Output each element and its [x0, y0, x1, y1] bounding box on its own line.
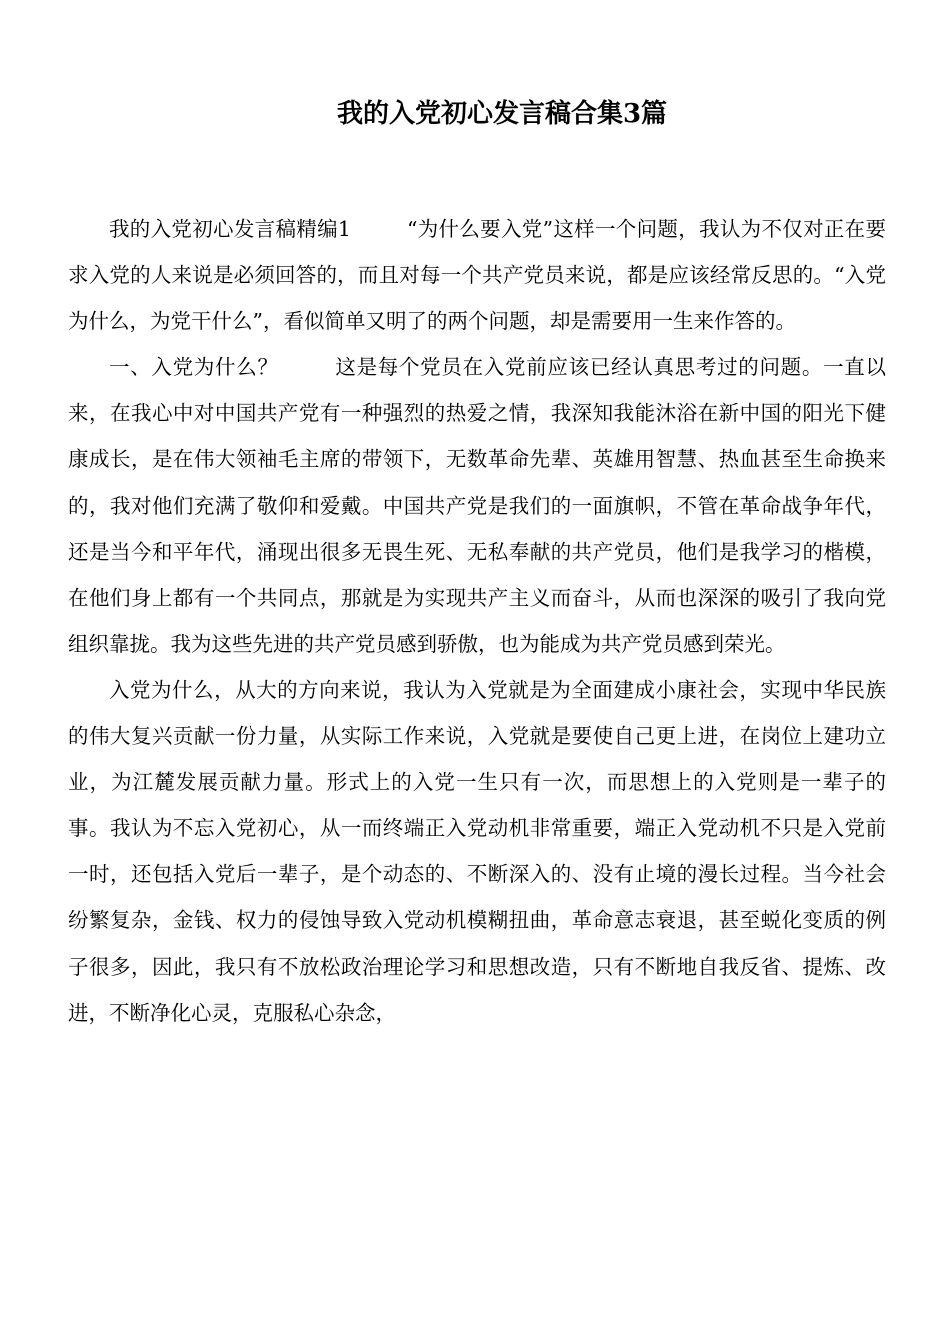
paragraph-3-text: 入党为什么，从大的方向来说，我认为入党就是为全面建成小康社会，实现中华民族的伟大复兴贡献一份力量，从实际工作来说，入党就是要使自己更上进，在岗位上建功立业，为江麓发展贡献力量。形式上的入党一生只有一次，而思想上的入党则是一辈子的事。我认为不忘入党初心，从一而终端正入党动机非常重要，端正入党动机不只是入党前一时，还包括入党后一辈子，是个动态的、不断深入的、没有止境的漫长过程。当今社会纷繁复杂，金钱、权力的侵蚀导致入党动机模糊扭曲，革命意志衰退，甚至蜕化变质的例子很多，因此，我只有不放松政治理论学习和思想改造，只有不断地自我反省、提炼、改进，不断净化心灵，克服私心杂念， — [68, 677, 886, 1025]
paragraph-2-lead: 一、入党为什么？ — [109, 355, 279, 380]
paragraph-2 — [68, 344, 886, 667]
paragraph-1-text: “为什么要入党”这样一个问题，我认为不仅对正在要求入党的人来说是必须回答的，而且对每一个共产党员来说，都是应该经常反思的。“入党为什么，为党干什么”，看似简单又明了的两个问题，却是需要用一生来作答的。 — [68, 217, 886, 334]
document-body — [68, 206, 886, 1036]
document-title: 我的入党初心发言稿合集3篇 — [336, 99, 668, 129]
paragraph-3 — [68, 667, 886, 1036]
paragraph-1 — [68, 206, 886, 344]
paragraph-2-text: 这是每个党员在入党前应该已经认真思考过的问题。一直以来，在我心中对中国共产党有一种强烈的热爱之情，我深知我能沐浴在新中国的阳光下健康成长，是在伟大领袖毛主席的带领下，无数革命先辈、英雄用智慧、热血甚至生命换来的，我对他们充满了敬仰和爱戴。中国共产党是我们的一面旗帜，不管在革命战争年代，还是当今和平年代，涌现出很多无畏生死、无私奉献的共产党员，他们是我学习的楷模，在他们身上都有一个共同点，那就是为实现共产主义而奋斗，从而也深深的吸引了我向党组织靠拢。我为这些先进的共产党员感到骄傲，也为能成为共产党员感到荣光。 — [68, 355, 887, 656]
paragraph-1-lead: 我的入党初心发言稿精编1 — [109, 217, 351, 241]
